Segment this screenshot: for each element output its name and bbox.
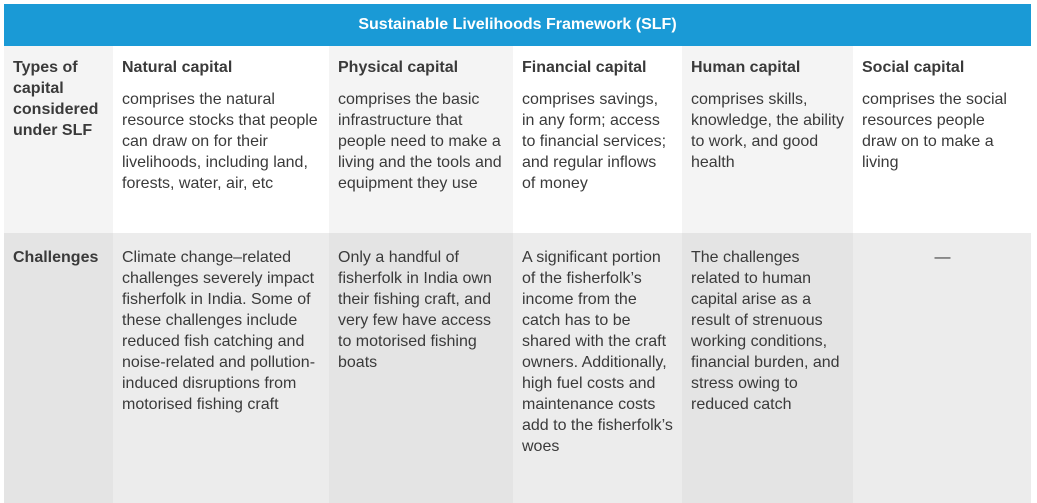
- challenge-social-capital: [853, 233, 1031, 503]
- capital-description: comprises the basic infrastructure that people need to make a living and the tools and equipment they use: [338, 91, 502, 192]
- capital-name: Social capital: [862, 59, 965, 76]
- slf-table: [4, 46, 1031, 503]
- table-row-types: [4, 46, 1031, 233]
- slf-table-frame: [4, 4, 1031, 478]
- empty-dash: —: [934, 249, 951, 266]
- row-header-types: Types of capital considered under SLF: [4, 46, 113, 233]
- capital-name: Financial capital: [522, 59, 647, 76]
- row-header-challenges: Challenges: [4, 233, 113, 503]
- table-title: Sustainable Livelihoods Framework (SLF): [4, 4, 1031, 46]
- capital-name: Human capital: [691, 59, 801, 76]
- challenge-physical-capital: Only a handful of fisherfolk in India own their fishing craft, and very few have access to motorised fishing boats: [329, 233, 513, 503]
- capital-description: comprises the social resources people draw on to make a living: [862, 91, 1007, 171]
- cell-social-capital: [853, 46, 1031, 233]
- cell-natural-capital: [113, 46, 329, 233]
- capital-name: Physical capital: [338, 59, 459, 76]
- capital-description: comprises skills, knowledge, the ability to work, and good health: [691, 91, 844, 171]
- challenge-human-capital: The challenges related to human capital arise as a result of strenuous working conditions, financial burden, and stress owing to reduced catch: [682, 233, 853, 503]
- capital-name: Natural capital: [122, 59, 233, 76]
- cell-financial-capital: [513, 46, 682, 233]
- cell-physical-capital: [329, 46, 513, 233]
- challenge-financial-capital: A significant portion of the fisherfolk’s income from the catch has to be shared with the craft owners. Additionally, high fuel costs and maintenance costs add to the fisherfolk’s woes: [513, 233, 682, 503]
- capital-description: comprises the natural resource stocks that people can draw on for their livelihoods, including land, forests, water, air, etc: [122, 91, 318, 192]
- table-row-challenges: [4, 233, 1031, 503]
- cell-human-capital: [682, 46, 853, 233]
- challenge-natural-capital: Climate change–related challenges severely impact fisherfolk in India. Some of these challenges include reduced fish catching and noise-related and pollution-induced disruptions from motorised fishing craft: [113, 233, 329, 503]
- capital-description: comprises savings, in any form; access to financial services; and regular inflows of money: [522, 91, 667, 192]
